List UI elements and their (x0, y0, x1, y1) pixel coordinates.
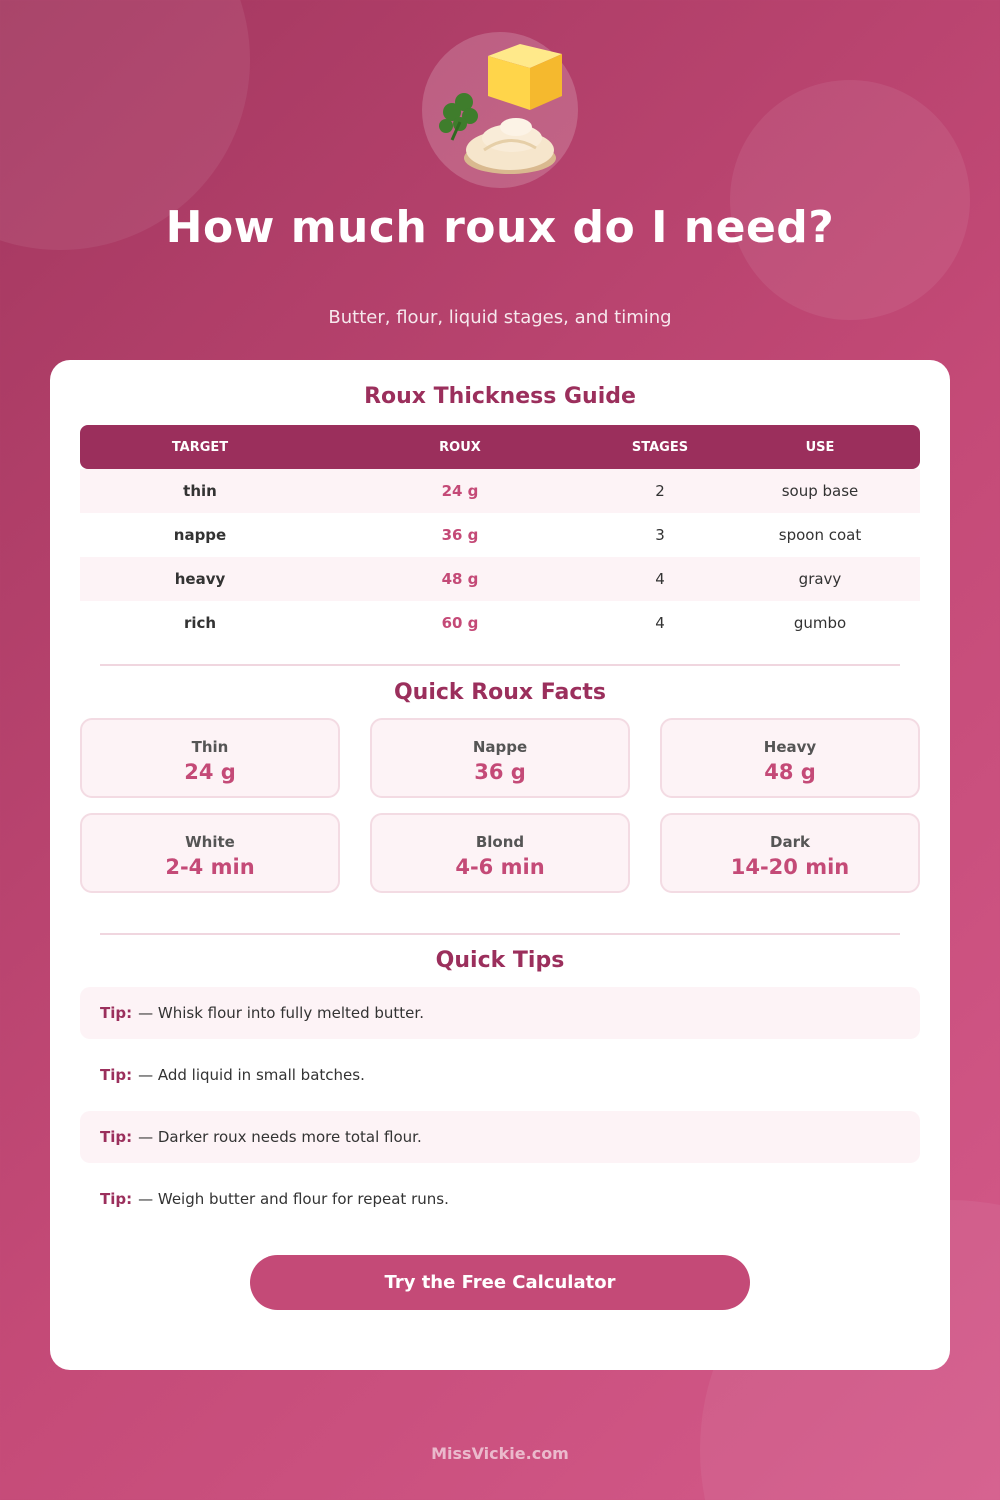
cell-use: soup base (781, 482, 859, 500)
fact-label: Heavy (763, 738, 817, 756)
column-header-use: USE (805, 439, 835, 455)
thickness-table (80, 425, 920, 645)
cell-stages: 4 (655, 570, 665, 588)
fact-label: Nappe (472, 738, 528, 756)
table-row (80, 557, 920, 601)
cell-stages: 4 (655, 614, 665, 632)
fact-value: 2-4 min (165, 855, 255, 879)
cell-use: gumbo (793, 614, 847, 632)
try-calculator-button[interactable]: Try the Free Calculator (250, 1255, 750, 1310)
table-row (80, 513, 920, 557)
tip-label: Tip: (100, 1190, 133, 1208)
fact-label: Blond (475, 833, 525, 851)
cell-roux: 36 g (441, 526, 479, 544)
butter-flour-parsley-icon (422, 32, 578, 188)
list-item (80, 1111, 920, 1163)
fact-label: White (185, 833, 235, 851)
fact-value: 36 g (474, 760, 526, 784)
column-header-roux: ROUX (439, 439, 481, 455)
tip-text: — Weigh butter and flour for repeat runs. (138, 1190, 449, 1208)
footer-site-link[interactable]: MissVickie.com (431, 1444, 569, 1463)
column-header-target: TARGET (171, 439, 229, 455)
fact-card (370, 813, 630, 893)
cell-stages: 2 (655, 482, 665, 500)
tip-label: Tip: (100, 1066, 133, 1084)
cell-stages: 3 (655, 526, 665, 544)
cell-roux: 48 g (441, 570, 479, 588)
list-item (80, 1049, 920, 1101)
fact-value: 14-20 min (730, 855, 850, 879)
fact-card (80, 718, 340, 798)
fact-label: Thin (191, 738, 229, 756)
facts-title: Quick Roux Facts (393, 680, 607, 705)
tip-text: — Add liquid in small batches. (138, 1066, 365, 1084)
cell-roux: 60 g (441, 614, 479, 632)
cell-target: thin (183, 482, 217, 500)
fact-card (370, 718, 630, 798)
cell-target: nappe (173, 526, 227, 544)
tip-text: — Darker roux needs more total flour. (138, 1128, 422, 1146)
tip-text: — Whisk flour into fully melted butter. (138, 1004, 424, 1022)
guide-title: Roux Thickness Guide (364, 384, 636, 409)
fact-card (660, 813, 920, 893)
fact-value: 48 g (764, 760, 816, 784)
column-header-stages: STAGES (631, 439, 689, 455)
cell-target: rich (183, 614, 217, 632)
fact-value: 4-6 min (455, 855, 545, 879)
fact-label: Dark (770, 833, 810, 851)
cell-target: heavy (174, 570, 226, 588)
cell-use: gravy (798, 570, 842, 588)
tip-label: Tip: (100, 1004, 133, 1022)
page-title: How much roux do I need? (165, 202, 835, 253)
table-header (80, 425, 920, 469)
cell-use: spoon coat (778, 526, 862, 544)
list-item (80, 1173, 920, 1225)
section-divider (100, 664, 900, 666)
section-divider (100, 933, 900, 935)
page-subtitle: Butter, flour, liquid stages, and timing (328, 307, 672, 328)
fact-card (660, 718, 920, 798)
content-card (50, 360, 950, 1370)
table-row (80, 601, 920, 645)
tips-title: Quick Tips (435, 948, 565, 973)
cell-roux: 24 g (441, 482, 479, 500)
list-item (80, 987, 920, 1039)
fact-value: 24 g (184, 760, 236, 784)
tip-label: Tip: (100, 1128, 133, 1146)
table-row (80, 469, 920, 513)
decor-circle (730, 80, 970, 320)
fact-card (80, 813, 340, 893)
